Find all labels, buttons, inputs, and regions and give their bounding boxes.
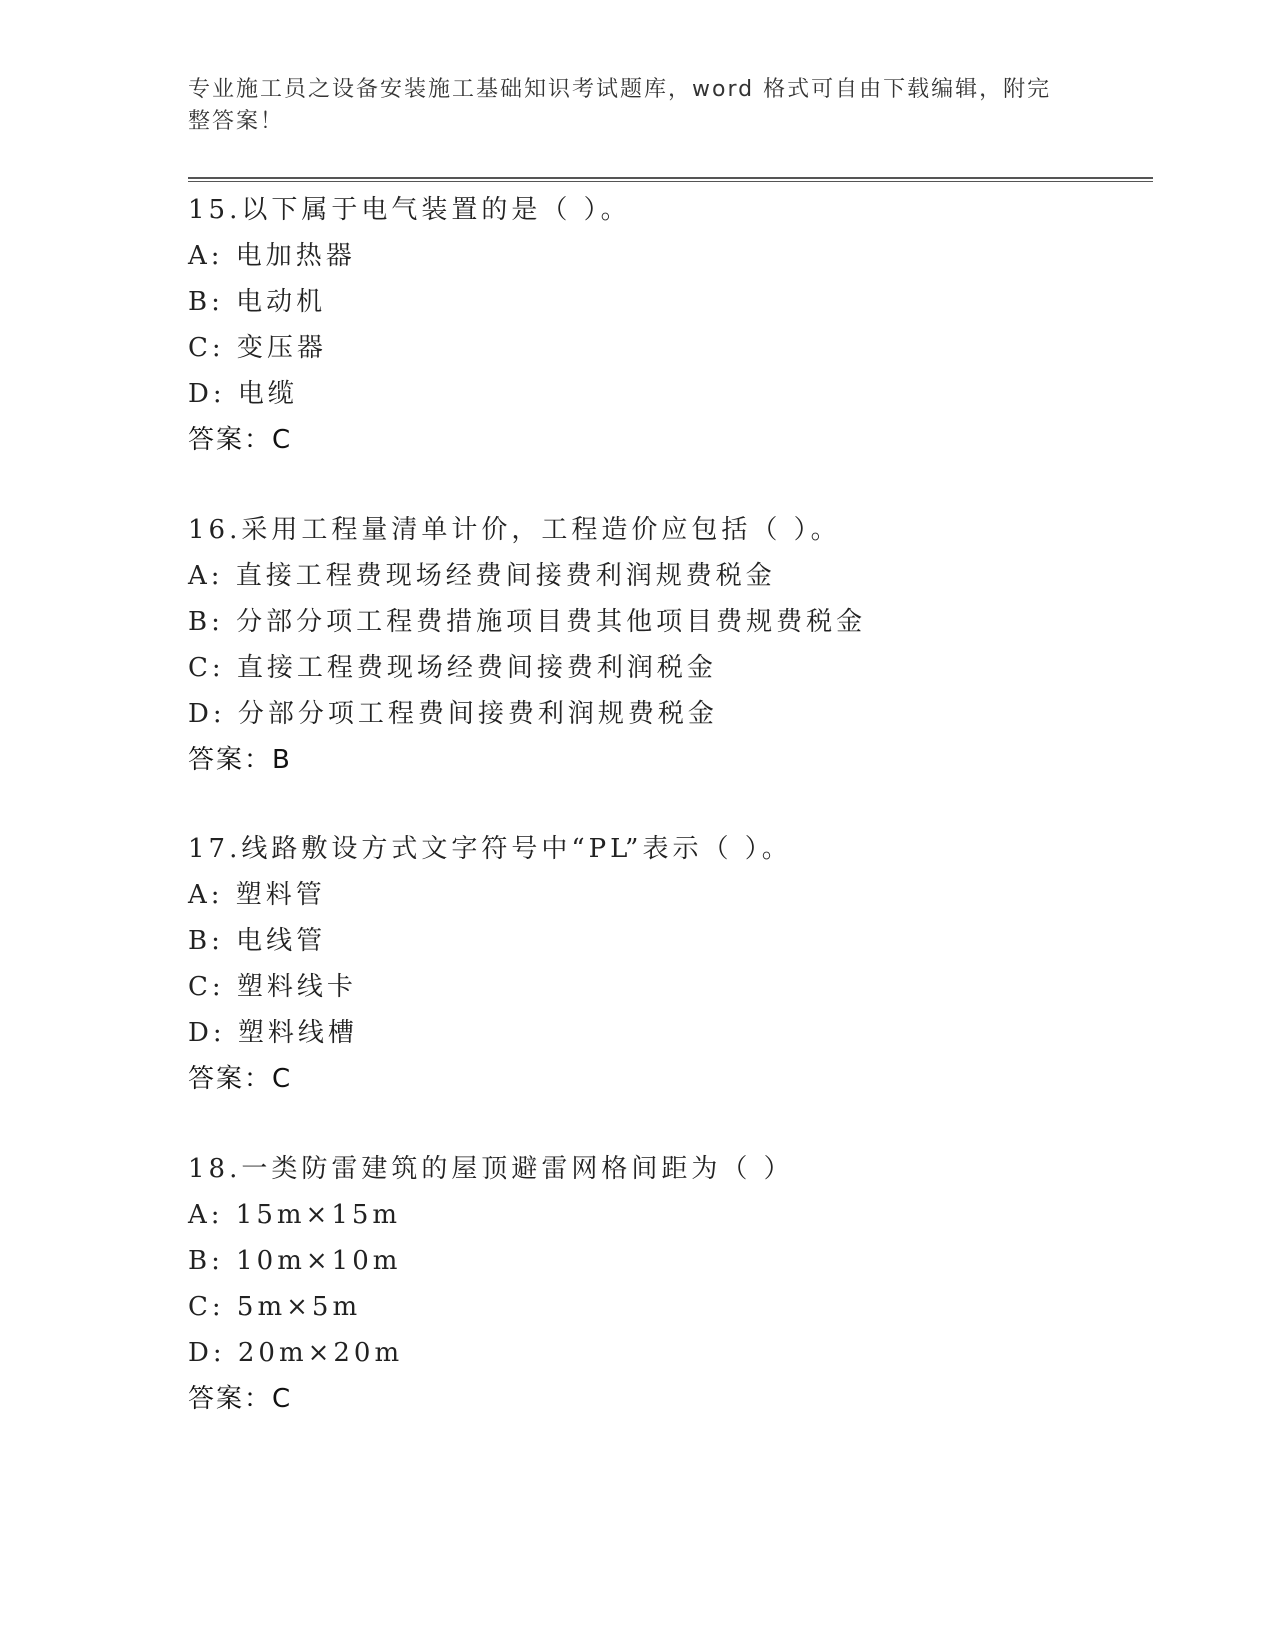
question-stem: 18.一类防雷建筑的屋顶避雷网格间距为（ ） <box>188 1154 794 1184</box>
question-stem: 16.采用工程量清单计价，工程造价应包括（ ）。 <box>188 515 841 545</box>
answer-line: 答案：C <box>188 1064 293 1094</box>
header-divider-thick <box>188 177 1153 179</box>
option-a: A: 直接工程费现场经费间接费利润规费税金 <box>188 561 776 591</box>
option-c: C: 变压器 <box>188 333 327 363</box>
option-d: D: 分部分项工程费间接费利润规费税金 <box>188 699 718 729</box>
question-stem: 17.线路敷设方式文字符号中“PL”表示（ ）。 <box>188 834 792 864</box>
answer-line: 答案：B <box>188 745 292 775</box>
question-15 <box>188 187 1148 463</box>
option-d: D: 20m×20m <box>188 1338 404 1368</box>
option-b: B: 10m×10m <box>188 1246 402 1276</box>
option-c: C: 5m×5m <box>188 1292 362 1322</box>
option-b: B: 电线管 <box>188 926 327 956</box>
question-stem: 15.以下属于电气装置的是（ ）。 <box>188 195 631 225</box>
question-17 <box>188 826 1148 1102</box>
answer-line: 答案：C <box>188 1384 293 1414</box>
question-18 <box>188 1146 1148 1422</box>
option-a: A: 15m×15m <box>188 1200 402 1230</box>
document-header <box>188 74 1068 138</box>
option-a: A: 塑料管 <box>188 880 326 910</box>
header-line-1: 专业施工员之设备安装施工基础知识考试题库，word 格式可自由下载编辑，附完 <box>188 77 1052 102</box>
option-c: C: 塑料线卡 <box>188 972 357 1002</box>
option-b: B: 电动机 <box>188 287 327 317</box>
option-b: B: 分部分项工程费措施项目费其他项目费规费税金 <box>188 607 867 637</box>
header-line-2: 整答案！ <box>188 109 285 134</box>
option-a: A: 电加热器 <box>188 241 356 271</box>
option-d: D: 电缆 <box>188 379 298 409</box>
question-16 <box>188 507 1148 783</box>
header-divider-thin <box>188 181 1153 182</box>
answer-line: 答案：C <box>188 425 293 455</box>
option-c: C: 直接工程费现场经费间接费利润税金 <box>188 653 717 683</box>
option-d: D: 塑料线槽 <box>188 1018 358 1048</box>
